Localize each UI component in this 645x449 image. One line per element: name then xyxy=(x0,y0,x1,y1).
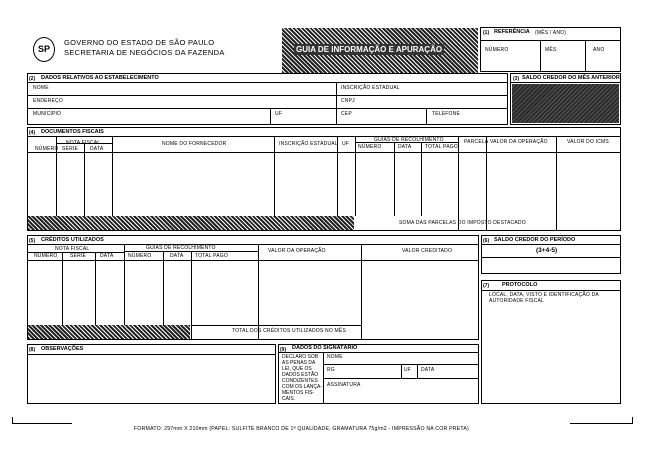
sig-decl-line: MENTOS FIS- xyxy=(282,390,315,396)
cred-g-numero: NÚMERO xyxy=(128,253,152,259)
sig-uf: UF xyxy=(404,367,412,373)
doc-fornecedor: NOME DO FORNECEDOR xyxy=(162,141,227,147)
saldo-periodo-num: (6) xyxy=(483,238,490,244)
doc-nota: NOTA FISCAL xyxy=(66,140,101,146)
doc-g-numero: NÚMERO xyxy=(358,144,382,150)
protocolo-text-1: LOCAL, DATA, VISTO E IDENTIFICAÇÃO DA xyxy=(489,292,599,298)
header-banner xyxy=(282,28,478,73)
sig-rg: RG xyxy=(327,367,335,373)
sig-decl-line: CAIS. xyxy=(282,396,296,402)
saldo-credor-title: SALDO CREDOR DO MÊS ANTERIOR xyxy=(522,75,620,81)
sig-decl-line: AS PENAS DA xyxy=(282,360,316,366)
protocolo-num: (7) xyxy=(483,283,490,289)
estab-nome: NOME xyxy=(33,85,49,91)
doc-soma: SOMA DAS PARCELAS DO IMPOSTO DESTACADO xyxy=(399,220,526,226)
estab-insc: INSCRIÇÃO ESTADUAL xyxy=(341,85,400,91)
estab-num: (2) xyxy=(29,76,36,82)
doc-valor-icms: VALOR DO ICMS xyxy=(567,139,609,145)
sig-decl-line: COM OS LANÇA- xyxy=(282,384,323,390)
saldo-periodo-title: SALDO CREDOR DO PERÍODO xyxy=(494,237,576,243)
doc-insc: INSCRIÇÃO ESTADUAL xyxy=(279,141,338,147)
footer-text: FORMATO: 297mm X 210mm (PAPEL: SULFITE BRANCO DE 1ª QUALIDADE, GRAMATURA 75g/m2 - IMPRESSÃO NA COR PRETA) xyxy=(134,426,469,432)
sig-decl-line: DADOS ESTÃO xyxy=(282,372,319,378)
doc-valor-operacao: VALOR DA OPERAÇÃO xyxy=(490,139,548,145)
cred-guias: GUIAS DE RECOLHIMENTO xyxy=(146,245,216,251)
sig-nome: NOME xyxy=(327,354,343,360)
referencia-sub: (MÊS / ANO) xyxy=(535,30,567,36)
saldo-credor-shade xyxy=(512,84,619,123)
sig-decl-line: CONDIZENTES xyxy=(282,378,318,384)
doc-serie: SÉRIE xyxy=(62,146,79,152)
estab-title: DADOS RELATIVOS AO ESTABELECIMENTO xyxy=(41,75,159,81)
sig-title: DADOS DO SIGNATÁRIO xyxy=(292,345,358,351)
sig-decl-line: LEI, QUE OS xyxy=(282,366,312,372)
sig-num: (9) xyxy=(280,347,287,353)
saldo-credor-num: (3) xyxy=(513,76,520,82)
protocolo-text-2: AUTORIDADE FISCAL xyxy=(489,298,544,304)
referencia-title: REFERÊNCIA xyxy=(494,29,530,35)
cred-valor-creditado: VALOR CREDITADO xyxy=(402,248,453,254)
banner-text: GUIA DE INFORMAÇÃO E APURAÇÃO xyxy=(296,45,443,54)
doc-guias: GUIAS DE RECOLHIMENTO xyxy=(374,137,444,143)
doc-num: (4) xyxy=(29,130,36,136)
referencia-f1: NÚMERO xyxy=(485,47,509,53)
estab-cep: CEP xyxy=(341,111,352,117)
observacoes-box xyxy=(27,344,276,404)
estab-cnpj: CNPJ xyxy=(341,98,355,104)
obs-num: (8) xyxy=(29,347,36,353)
protocolo-title: PROTOCOLO xyxy=(502,282,538,288)
cred-nota: NOTA FISCAL xyxy=(55,246,90,252)
estab-uf: UF xyxy=(275,111,283,117)
logo-text: SP xyxy=(38,44,51,54)
cred-valor-operacao: VALOR DA OPERAÇÃO xyxy=(268,248,326,254)
doc-numero: NÚMERO xyxy=(35,146,59,152)
estab-municipio: MUNICÍPIO xyxy=(33,111,62,117)
doc-shade xyxy=(28,216,354,230)
gov-line-1: GOVERNO DO ESTADO DE SÃO PAULO xyxy=(64,38,215,47)
doc-title: DOCUMENTOS FISCAIS xyxy=(41,129,104,135)
doc-uf: UF xyxy=(342,141,350,147)
cred-serie: SÉRIE xyxy=(70,253,87,259)
obs-title: OBSERVAÇÕES xyxy=(41,346,84,352)
cred-g-total: TOTAL PAGO xyxy=(195,253,228,259)
estab-telefone: TELEFONE xyxy=(432,111,460,117)
cred-title: CRÉDITOS UTILIZADOS xyxy=(41,237,104,243)
cred-total: TOTAL DOS CRÉDITOS UTILIZADOS NO MÊS xyxy=(232,328,346,334)
sig-decl-line: DECLARO SOB xyxy=(282,354,319,360)
cred-numero: NÚMERO xyxy=(34,253,58,259)
sig-declaration xyxy=(282,354,322,402)
doc-parcela: PARCELA xyxy=(464,139,489,145)
sig-assinatura: ASSINATURA xyxy=(327,382,361,388)
doc-g-total: TOTAL PAGO xyxy=(425,144,458,150)
cred-data: DATA xyxy=(100,253,114,259)
saldo-periodo-formula: (3+4-5) xyxy=(536,247,558,254)
gov-line-2: SECRETARIA DE NEGÓCIOS DA FAZENDA xyxy=(64,48,225,57)
logo xyxy=(33,37,55,62)
doc-data: DATA xyxy=(90,146,104,152)
referencia-num: (1) xyxy=(483,30,490,36)
estab-endereco: ENDEREÇO xyxy=(33,98,63,104)
cred-num: (5) xyxy=(29,238,36,244)
sig-data: DATA xyxy=(421,367,435,373)
cred-shade xyxy=(28,325,190,339)
cred-g-data: DATA xyxy=(170,253,184,259)
referencia-f3: ANO xyxy=(593,47,605,53)
referencia-f2: MÊS xyxy=(545,47,557,53)
doc-g-data: DATA xyxy=(398,144,412,150)
